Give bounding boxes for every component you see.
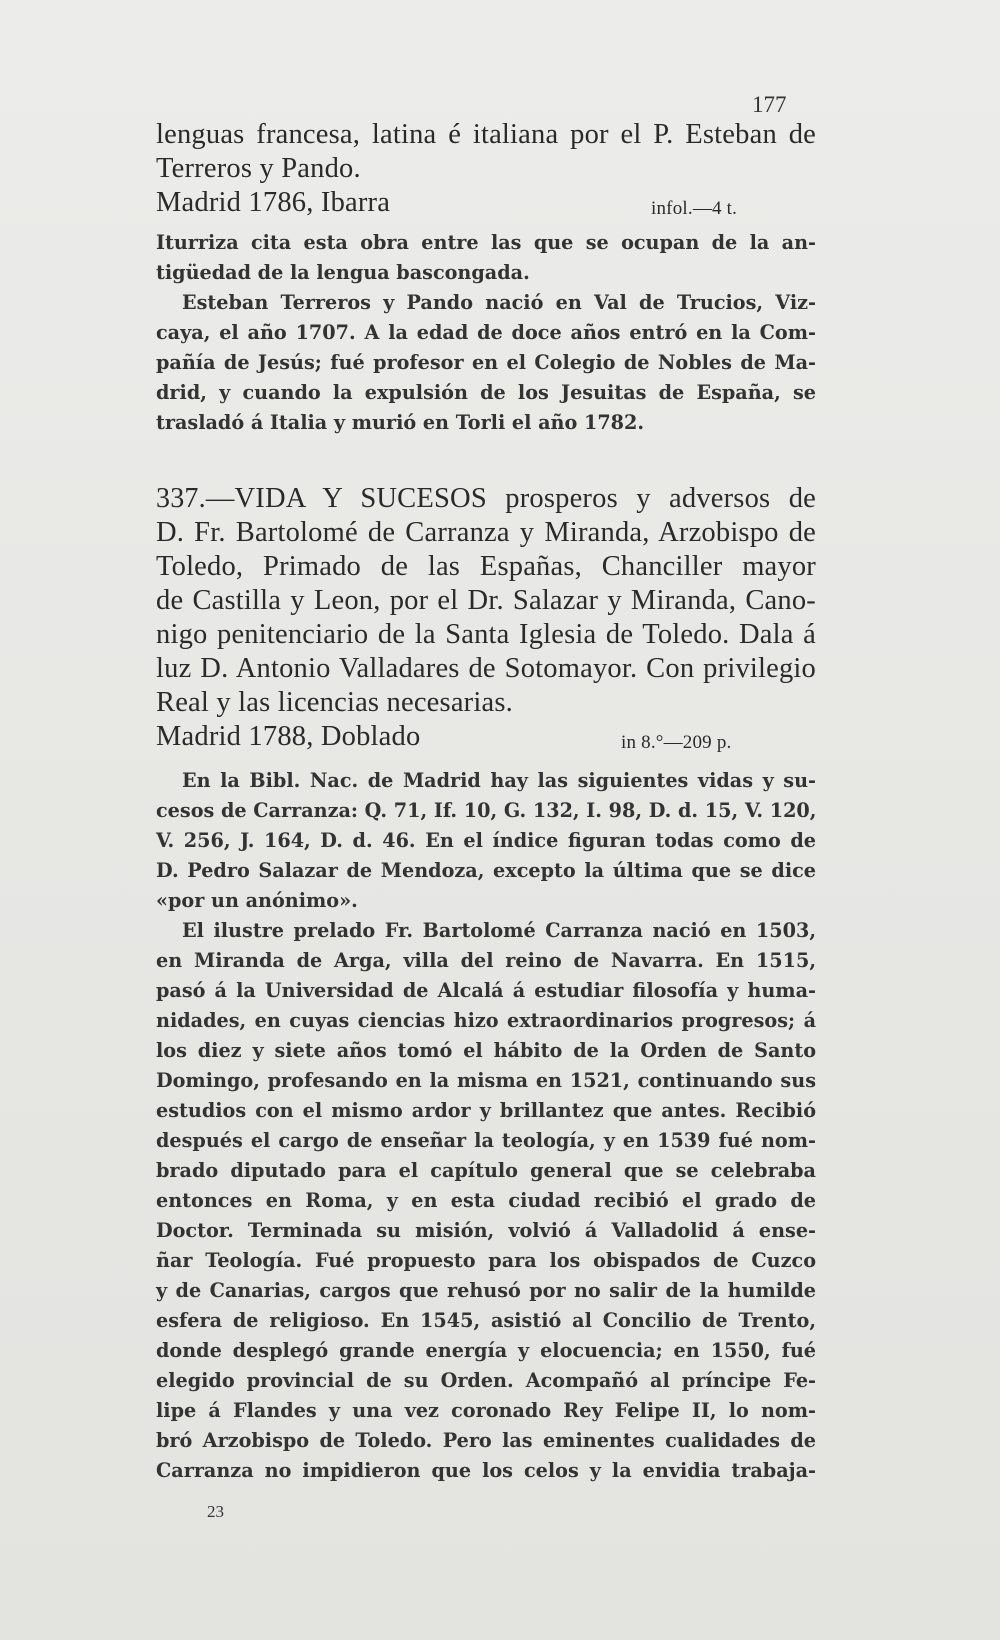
note-line: En la Bibl. Nac. de Madrid hay las siguientes vidas y su-	[182, 769, 816, 792]
note-line: entonces en Roma, y en esta ciudad recibió el grado de	[156, 1189, 816, 1212]
note-line: bró Arzobispo de Toledo. Pero las eminentes cualidades de	[156, 1429, 816, 1452]
entry-337-imprint	[156, 720, 816, 754]
note-line: y de Canarias, cargos que rehusó por no salir de la humilde	[156, 1279, 816, 1302]
note-line: ñar Teología. Fué propuesto para los obispados de Cuzco	[156, 1249, 816, 1272]
note-line: Doctor. Terminada su misión, volvió á Valladolid á ense-	[156, 1219, 816, 1242]
imprint-format: infol.—4 t.	[651, 198, 738, 219]
entry-337-title	[156, 482, 816, 754]
title-line	[156, 482, 816, 516]
note-line: D. Pedro Salazar de Mendoza, excepto la última que se dice	[156, 859, 816, 882]
entry-prev-imprint	[156, 186, 816, 220]
title-line: lenguas francesa, latina é italiana por el P. Esteban de	[156, 119, 816, 150]
note-line: trasladó á Italia y murió en Torli el año 1782.	[156, 411, 645, 434]
note-line: El ilustre prelado Fr. Bartolomé Carranza nació en 1503,	[182, 919, 816, 942]
note-line: nidades, en cuyas ciencias hizo extraordinarios progresos; á	[156, 1009, 816, 1032]
note-line: en Miranda de Arga, villa del reino de Navarra. En 1515,	[156, 949, 816, 972]
imprint-format: in 8.°—209 p.	[621, 732, 732, 753]
note-line: caya, el año 1707. A la edad de doce años entró en la Com-	[156, 321, 816, 344]
page-number: 177	[752, 92, 787, 117]
note-line: drid, y cuando la expulsión de los Jesuitas de España, se	[156, 381, 816, 404]
note-line: tigüedad de la lengua bascongada.	[156, 261, 530, 284]
note-line: Domingo, profesando en la misma en 1521, continuando sus	[156, 1069, 816, 1092]
note-line: Esteban Terreros y Pando nació en Val de Trucios, Viz-	[182, 291, 816, 314]
entry-prev-title	[156, 118, 816, 220]
note-line: elegido provincial de su Orden. Acompañó al príncipe Fe-	[156, 1369, 816, 1392]
title-line: de Castilla y Leon, por el Dr. Salazar y Miranda, Cano-	[156, 585, 816, 616]
note-line: cesos de Carranza: Q. 71, If. 10, G. 132, I. 98, D. d. 15, V. 120,	[156, 799, 817, 822]
note-line: «por un anónimo».	[156, 889, 358, 912]
imprint-place-date: Madrid 1786, Ibarra	[156, 187, 391, 218]
note-line: brado diputado para el capítulo general que se celebraba	[156, 1159, 816, 1182]
title-line: luz D. Antonio Valladares de Sotomayor. Con privilegio	[156, 653, 816, 684]
note-line: esfera de religioso. En 1545, asistió al Concilio de Trento,	[156, 1309, 816, 1332]
entry-number: 337.	[156, 483, 206, 514]
imprint-place-date: Madrid 1788, Doblado	[156, 721, 421, 752]
note-line: lipe á Flandes y una vez coronado Rey Felipe II, lo nom-	[156, 1399, 816, 1422]
note-line: donde desplegó grande energía y elocuencia; en 1550, fué	[156, 1339, 816, 1362]
note-line: los diez y siete años tomó el hábito de la Orden de Santo	[156, 1039, 816, 1062]
note-line: estudios con el mismo ardor y brillantez que antes. Recibió	[156, 1099, 816, 1122]
title-line: Real y las licencias necesarias.	[156, 687, 513, 718]
entry-337-notes	[156, 766, 816, 1486]
entry-prev-notes	[156, 228, 816, 438]
signature-mark: 23	[207, 1502, 224, 1521]
note-line: después el cargo de enseñar la teología, y en 1539 fué nom-	[156, 1129, 816, 1152]
title-line: nigo penitenciario de la Santa Iglesia de Toledo. Dala á	[156, 619, 816, 650]
note-line: pañía de Jesús; fué profesor en el Colegio de Nobles de Ma-	[156, 351, 816, 374]
note-line: Iturriza cita esta obra entre las que se ocupan de la an-	[156, 231, 816, 254]
title-line-text: —VIDA Y SUCESOS prosperos y adversos de	[205, 483, 816, 514]
title-line: Toledo, Primado de las Españas, Chanciller mayor	[156, 551, 816, 582]
note-line: Carranza no impidieron que los celos y la envidia trabaja-	[156, 1459, 816, 1482]
title-line: Terreros y Pando.	[156, 153, 361, 184]
title-line: D. Fr. Bartolomé de Carranza y Miranda, Arzobispo de	[156, 517, 816, 548]
note-line: V. 256, J. 164, D. d. 46. En el índice figuran todas como de	[156, 829, 816, 852]
note-line: pasó á la Universidad de Alcalá á estudiar filosofía y huma-	[156, 979, 816, 1002]
